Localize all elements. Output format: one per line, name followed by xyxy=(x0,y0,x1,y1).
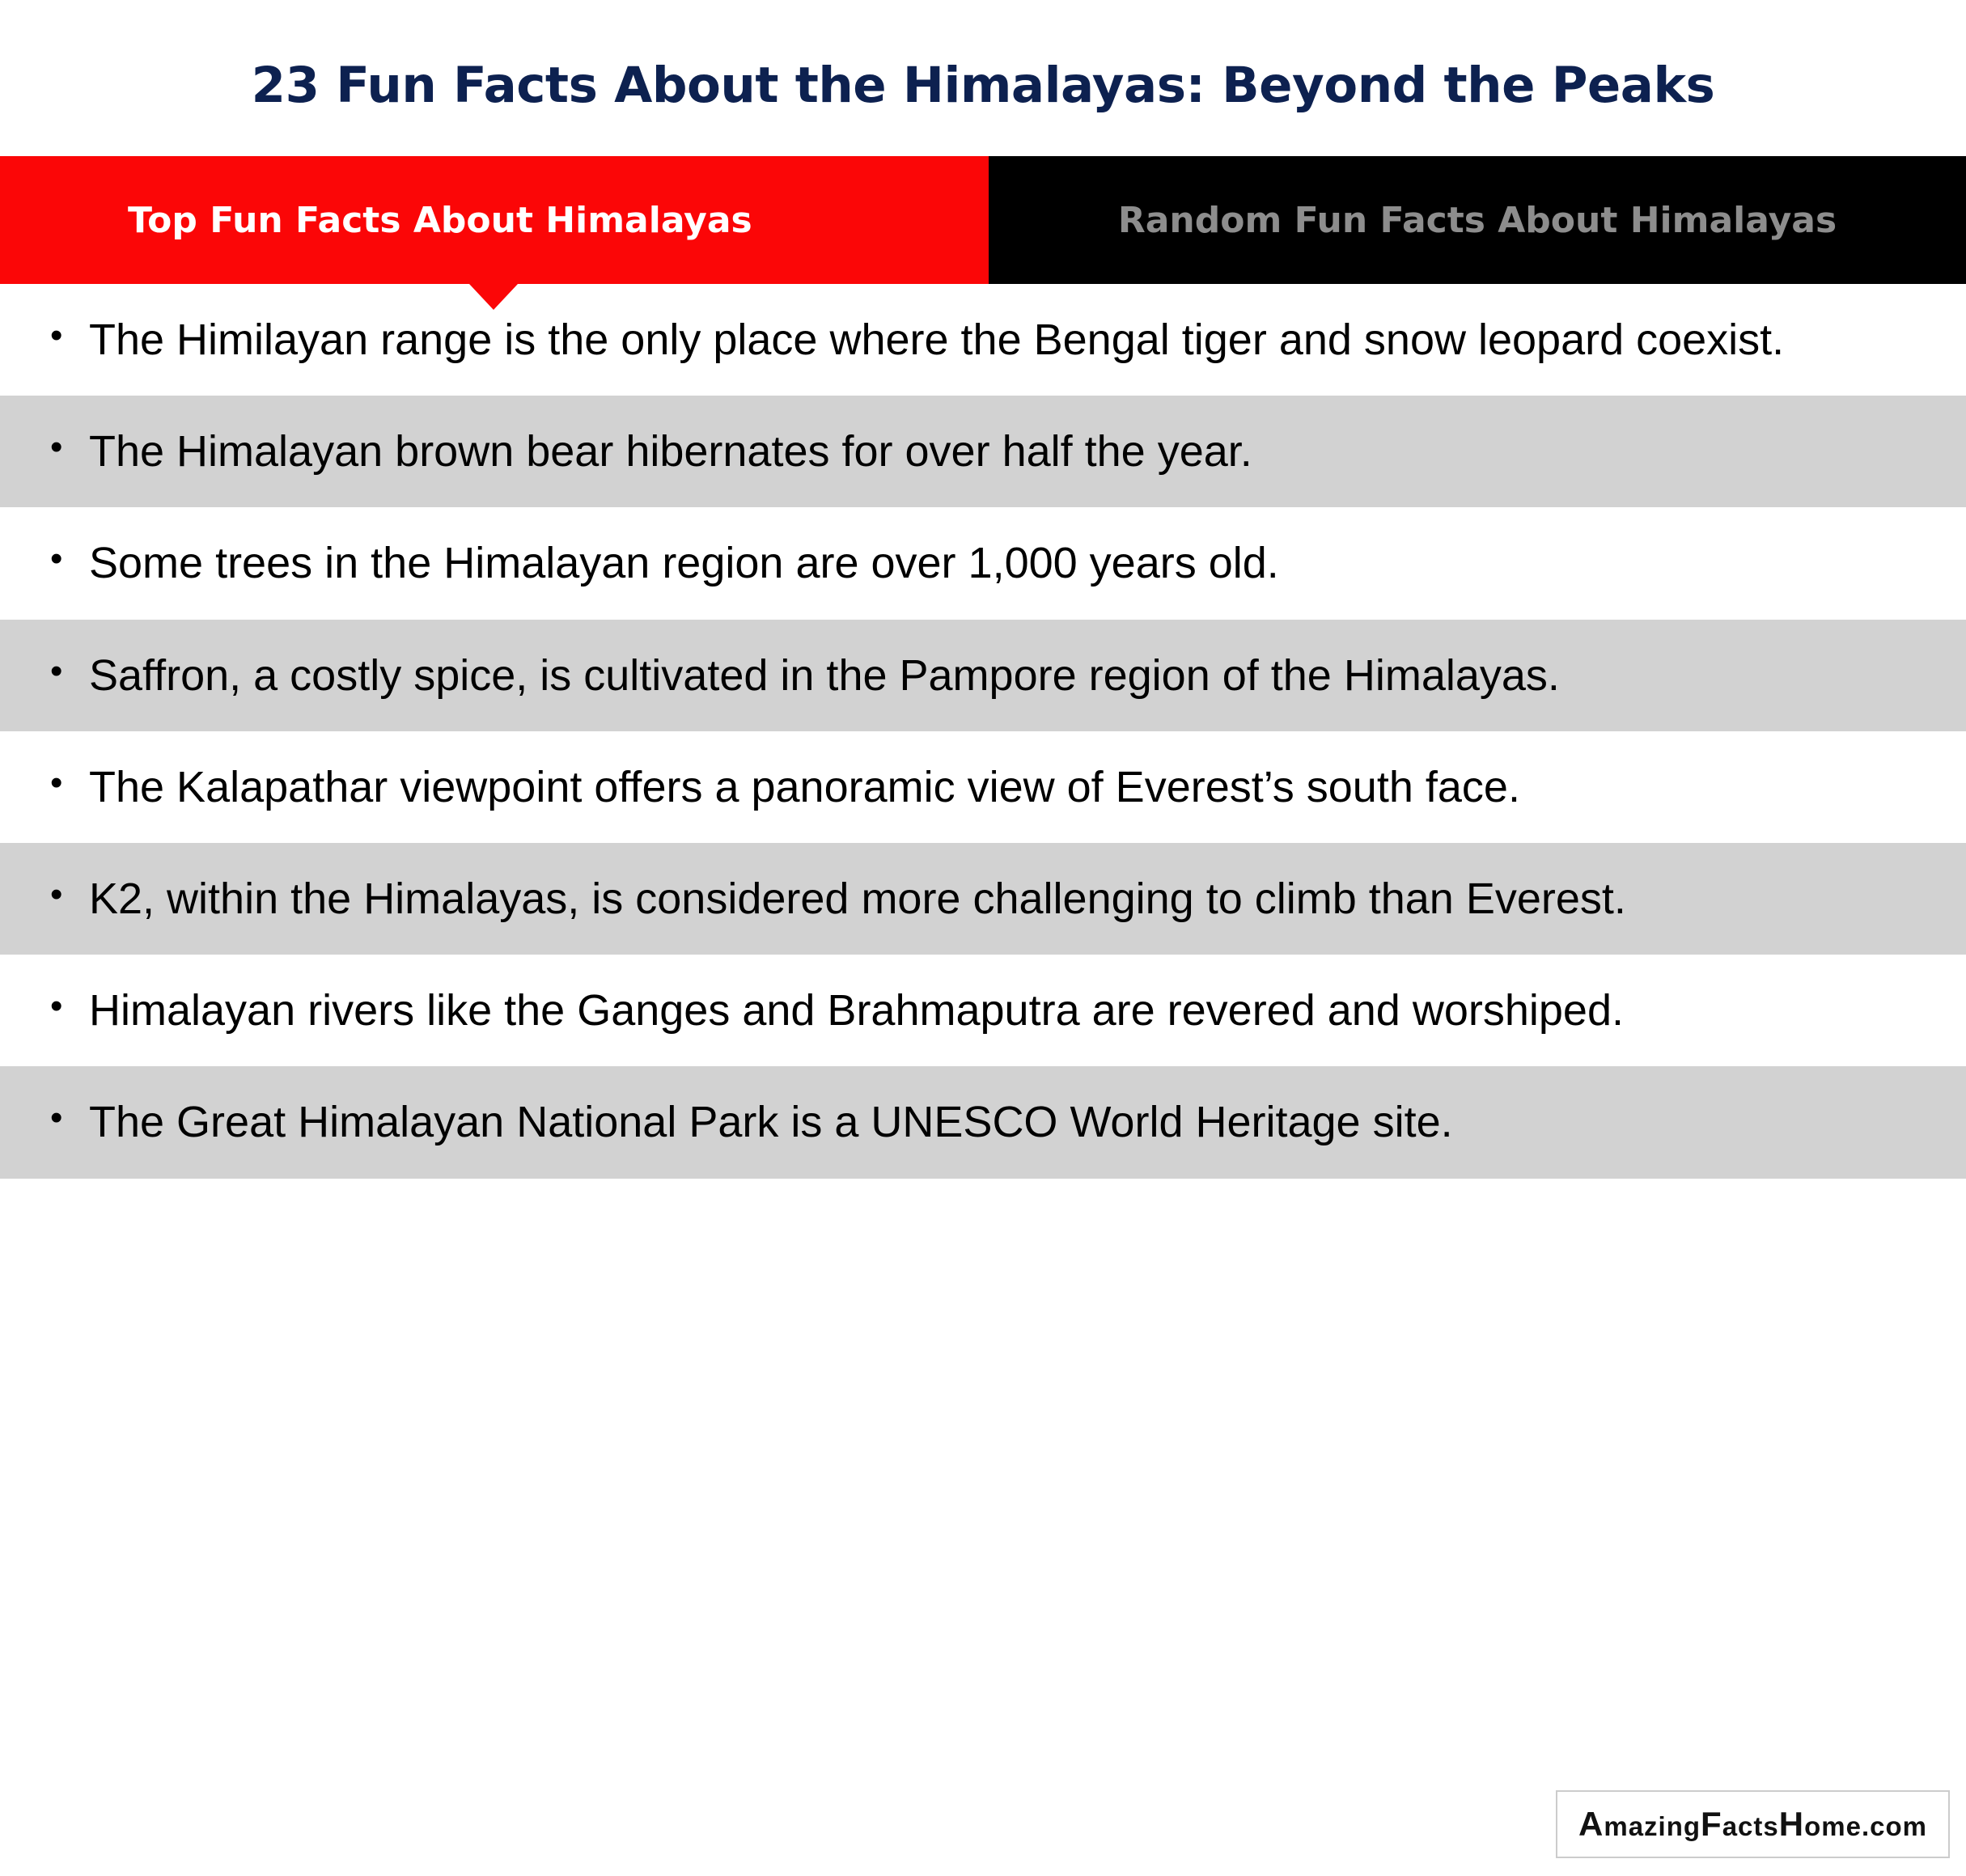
bullet-icon: • xyxy=(50,986,63,1027)
list-item xyxy=(0,396,1966,507)
watermark-part-a: A xyxy=(1578,1805,1604,1843)
list-item xyxy=(0,284,1966,396)
list-item xyxy=(0,843,1966,955)
list-item xyxy=(0,1066,1966,1178)
watermark-part-f: F xyxy=(1701,1805,1722,1843)
page-title: 23 Fun Facts About the Himalayas: Beyond the Peaks xyxy=(251,57,1715,114)
watermark-part-acts: acts xyxy=(1722,1811,1779,1841)
bullet-icon: • xyxy=(50,650,63,691)
tab-top-fun-facts-label: Top Fun Facts About Himalayas xyxy=(128,199,752,241)
bullet-icon: • xyxy=(50,874,63,914)
fact-text: The Himalayan brown bear hibernates for over half the year. xyxy=(89,427,1252,476)
tab-bar xyxy=(0,156,1966,284)
fact-text: The Great Himalayan National Park is a UNESCO World Heritage site. xyxy=(89,1098,1453,1147)
bullet-icon: • xyxy=(50,762,63,802)
fact-text: Some trees in the Himalayan region are over 1,000 years old. xyxy=(89,539,1279,588)
tab-random-fun-facts-label: Random Fun Facts About Himalayas xyxy=(1117,199,1837,241)
fact-text: K2, within the Himalayas, is considered more challenging to climb than Everest. xyxy=(89,874,1626,923)
bullet-icon: • xyxy=(50,539,63,579)
facts-list xyxy=(0,284,1966,1179)
site-watermark xyxy=(1556,1790,1950,1858)
watermark-part-ome: ome xyxy=(1804,1811,1862,1841)
list-item xyxy=(0,620,1966,731)
watermark-part-h: H xyxy=(1778,1805,1805,1843)
fact-text: Himalayan rivers like the Ganges and Brahmaputra are revered and worshiped. xyxy=(89,986,1624,1035)
list-item xyxy=(0,955,1966,1066)
tab-top-fun-facts[interactable] xyxy=(0,156,989,284)
watermark-part-com: .com xyxy=(1861,1811,1927,1841)
watermark-part-mazing: mazing xyxy=(1604,1811,1701,1841)
tab-random-fun-facts[interactable] xyxy=(989,156,1966,284)
bullet-icon: • xyxy=(50,427,63,468)
bullet-icon: • xyxy=(50,1098,63,1138)
list-item xyxy=(0,507,1966,619)
bullet-icon: • xyxy=(50,315,63,355)
tab-active-pointer-icon xyxy=(469,284,518,310)
fact-text: Saffron, a costly spice, is cultivated in the Pampore region of the Himalayas. xyxy=(89,650,1560,700)
list-item xyxy=(0,731,1966,843)
fact-text: The Kalapathar viewpoint offers a panoramic view of Everest’s south face. xyxy=(89,762,1520,811)
fact-text: The Himilayan range is the only place where the Bengal tiger and snow leopard coexist. xyxy=(89,315,1785,364)
